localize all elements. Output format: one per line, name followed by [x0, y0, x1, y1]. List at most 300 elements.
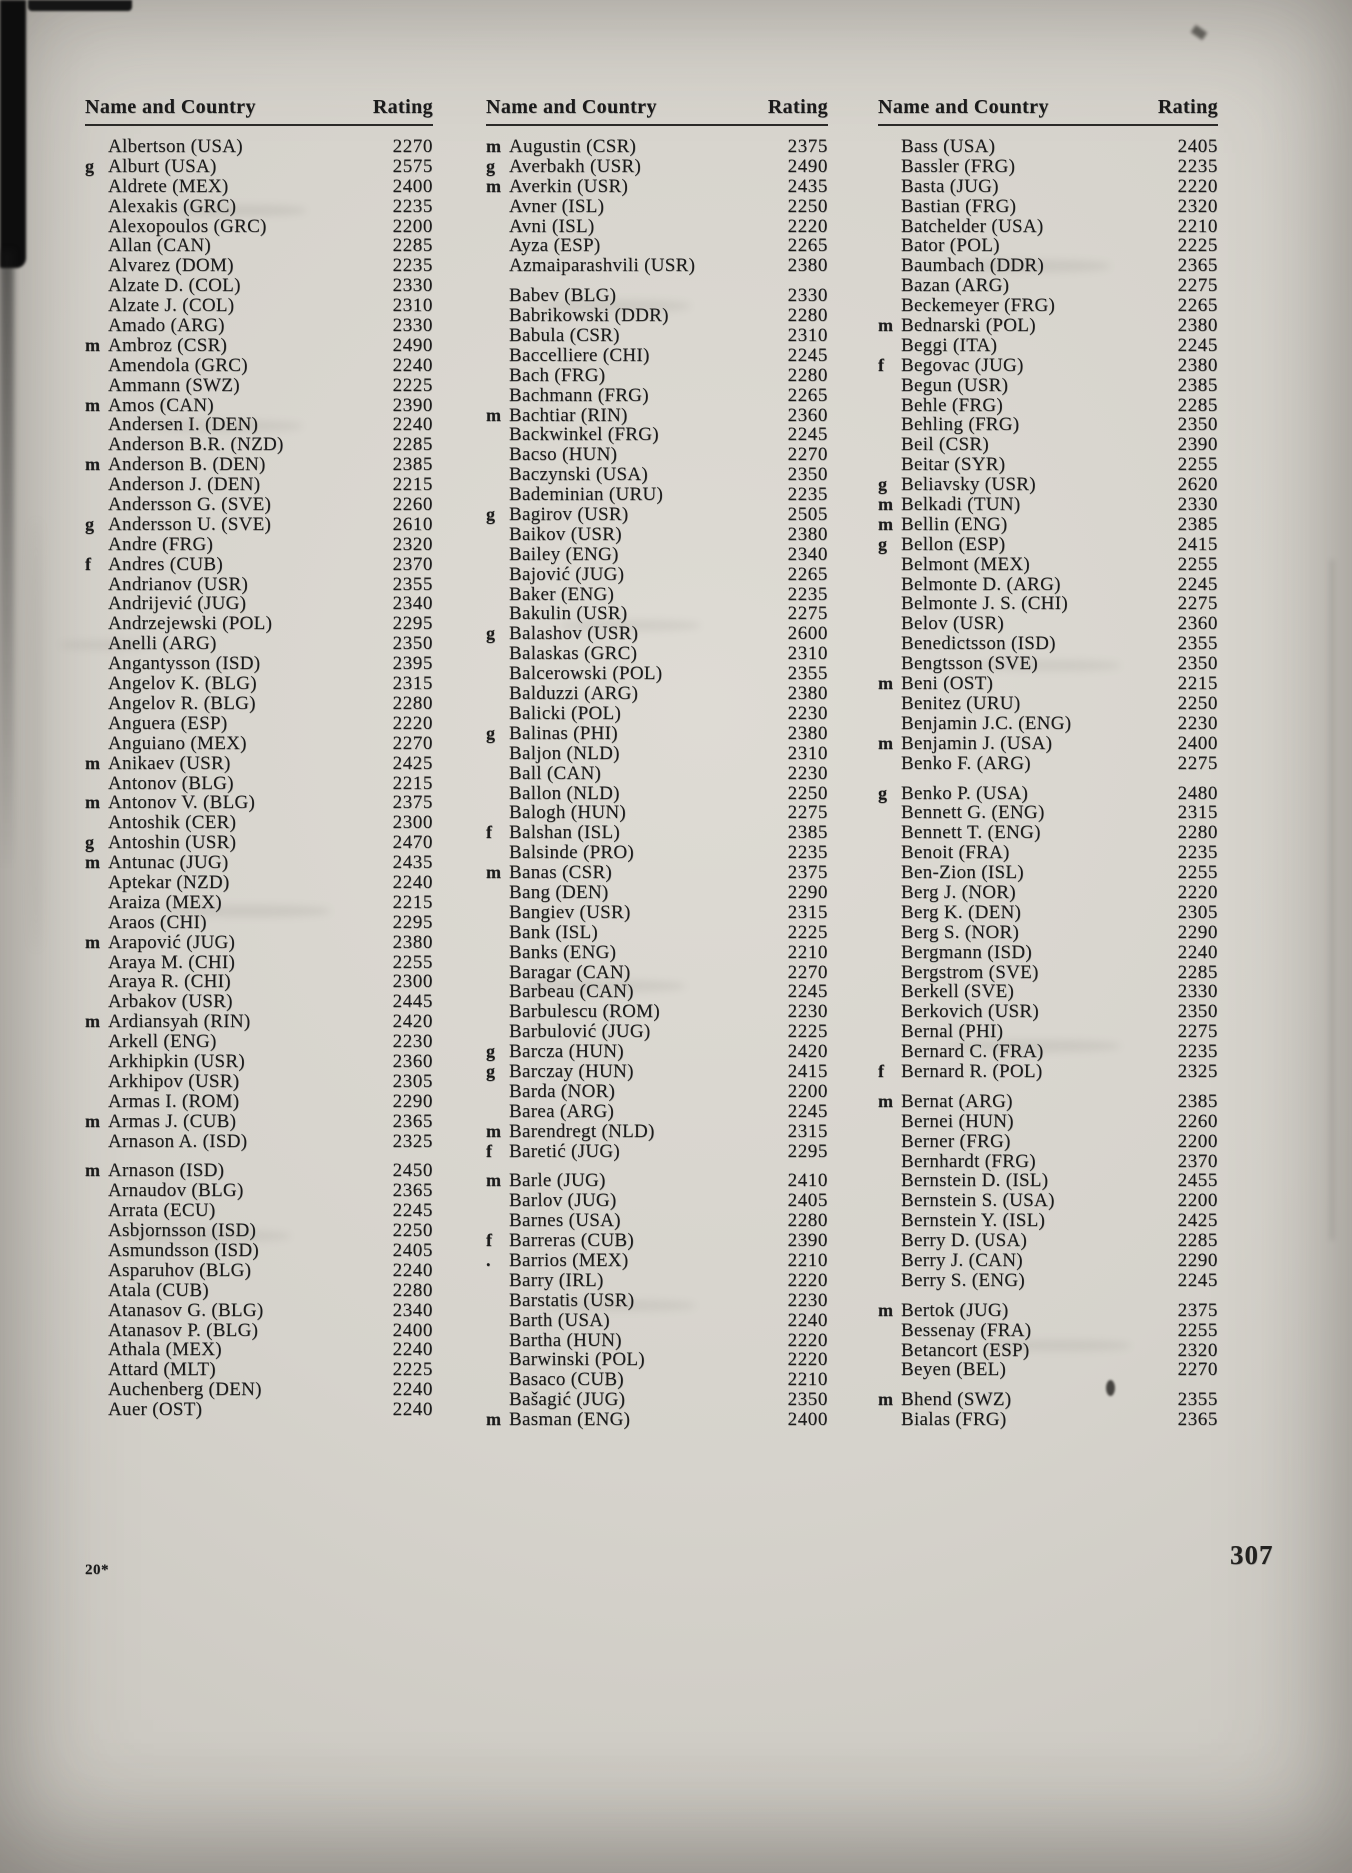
player-rating: 2350 — [1177, 653, 1218, 675]
player-name-country: Alzate J. (COL) — [108, 295, 235, 317]
player-rating: 2265 — [1177, 295, 1218, 317]
rating-list-row — [486, 1191, 828, 1211]
player-rating: 2380 — [787, 523, 828, 545]
rating-list-row — [878, 863, 1218, 883]
player-rating: 2365 — [1177, 1409, 1218, 1431]
player-rating: 2400 — [1177, 732, 1218, 754]
player-rating: 2225 — [787, 1021, 828, 1043]
player-name-country: Bach (FRG) — [509, 364, 606, 386]
player-name-country: Berkell (SVE) — [901, 981, 1015, 1003]
player-rating: 2280 — [787, 364, 828, 386]
player-name-country: Atanasov P. (BLG) — [108, 1319, 259, 1341]
player-name-country: Avni (ISL) — [509, 215, 595, 237]
rating-list-row — [486, 406, 828, 426]
player-name-country: Alburt (USA) — [108, 155, 217, 177]
rating-list-row — [85, 1112, 433, 1132]
rating-list-row — [878, 982, 1218, 1002]
player-rating: 2225 — [1177, 235, 1218, 257]
rating-list-row — [85, 1241, 433, 1261]
player-rating: 2390 — [787, 1230, 828, 1252]
rating-list-row — [878, 276, 1218, 296]
rating-list-row — [486, 1350, 828, 1370]
rating-list-row — [878, 1231, 1218, 1251]
rating-list-row — [878, 1152, 1218, 1172]
player-rating: 2245 — [787, 981, 828, 1003]
rating-list-row — [878, 1042, 1218, 1062]
rating-list-row — [85, 356, 433, 376]
player-rating: 2385 — [1177, 1090, 1218, 1112]
title-prefix: . — [486, 1249, 491, 1270]
player-rating: 2410 — [787, 1170, 828, 1192]
rating-list-row — [486, 1231, 828, 1251]
player-rating: 2445 — [392, 991, 433, 1013]
rating-list-row — [85, 396, 433, 416]
player-name-country: Andrzejewski (POL) — [108, 613, 273, 635]
player-name-country: Beliavsky (USR) — [901, 474, 1036, 496]
player-name-country: Berner (FRG) — [901, 1130, 1011, 1152]
header-rating: Rating — [372, 96, 433, 118]
player-name-country: Bergmann (ISD) — [901, 941, 1033, 963]
title-prefix: g — [85, 513, 94, 534]
rating-list-row — [486, 1142, 828, 1162]
rating-list-row — [878, 694, 1218, 714]
player-rating: 2325 — [392, 1130, 433, 1152]
rating-list-row — [878, 197, 1218, 217]
player-name-country: Benitez (URU) — [901, 692, 1021, 714]
player-name-country: Balicki (POL) — [509, 702, 622, 724]
player-name-country: Antoshin (USR) — [108, 832, 237, 854]
player-name-country: Alzate D. (COL) — [108, 275, 241, 297]
header-rating: Rating — [1157, 96, 1218, 118]
player-name-country: Andrijević (JUG) — [108, 593, 247, 615]
player-rating: 2330 — [1177, 981, 1218, 1003]
rating-list-row — [878, 316, 1218, 336]
rating-list-row — [85, 575, 433, 595]
title-prefix: m — [878, 1389, 893, 1410]
title-prefix: g — [878, 474, 887, 495]
rating-list-row — [486, 346, 828, 366]
player-name-country: Behle (FRG) — [901, 394, 1003, 416]
player-name-country: Ballon (NLD) — [509, 782, 620, 804]
player-rating: 2270 — [787, 961, 828, 983]
header-name-and-country: Name and Country — [486, 96, 657, 118]
player-rating: 2200 — [787, 1080, 828, 1102]
player-rating: 2315 — [787, 1120, 828, 1142]
player-name-country: Bernstein Y. (ISL) — [901, 1210, 1046, 1232]
rating-list-row — [878, 376, 1218, 396]
player-rating: 2355 — [1177, 1389, 1218, 1411]
player-rating: 2385 — [1177, 374, 1218, 396]
player-rating: 2320 — [1177, 195, 1218, 217]
player-name-country: Averkin (USR) — [509, 175, 629, 197]
player-name-country: Bastian (FRG) — [901, 195, 1017, 217]
rating-list-row — [85, 1201, 433, 1221]
player-rating: 2285 — [392, 434, 433, 456]
rating-list-row — [486, 843, 828, 863]
player-name-country: Auer (OST) — [108, 1399, 203, 1421]
player-rating: 2620 — [1177, 474, 1218, 496]
player-rating: 2290 — [1177, 1249, 1218, 1271]
player-rating: 2255 — [1177, 862, 1218, 884]
rating-list-row — [878, 435, 1218, 455]
player-rating: 2355 — [1177, 633, 1218, 655]
rating-list-row — [878, 1321, 1218, 1341]
title-prefix: g — [486, 155, 495, 176]
player-rating: 2575 — [392, 155, 433, 177]
rating-list-row — [486, 1062, 828, 1082]
rating-list-row — [486, 803, 828, 823]
player-rating: 2310 — [787, 742, 828, 764]
player-name-country: Bennett G. (ENG) — [901, 802, 1045, 824]
player-name-country: Aptekar (NZD) — [108, 871, 230, 893]
player-rating: 2275 — [1177, 275, 1218, 297]
player-name-country: Bialas (FRG) — [901, 1409, 1007, 1431]
player-rating: 2305 — [392, 1070, 433, 1092]
player-rating: 2295 — [392, 613, 433, 635]
rating-list-row — [486, 545, 828, 565]
player-name-country: Bazan (ARG) — [901, 275, 1010, 297]
rating-list-row — [486, 764, 828, 784]
rating-list-row — [85, 1052, 433, 1072]
player-name-country: Balaskas (GRC) — [509, 643, 638, 665]
rating-list-row — [878, 336, 1218, 356]
player-name-country: Arnason (ISD) — [108, 1160, 225, 1182]
player-name-country: Berkovich (USR) — [901, 1001, 1040, 1023]
player-name-country: Benko F. (ARG) — [901, 752, 1031, 774]
rating-list-row — [878, 923, 1218, 943]
rating-list-row — [85, 1132, 433, 1152]
player-name-country: Angelov R. (BLG) — [108, 692, 256, 714]
player-name-country: Bernard R. (POL) — [901, 1060, 1043, 1082]
player-rating: 2295 — [787, 1140, 828, 1162]
player-rating: 2450 — [392, 1160, 433, 1182]
player-rating: 2285 — [1177, 394, 1218, 416]
rating-list-row — [85, 515, 433, 535]
player-rating: 2245 — [1177, 334, 1218, 356]
player-name-country: Arkhipkin (USR) — [108, 1050, 245, 1072]
rating-list-row — [486, 1022, 828, 1042]
rating-list-row — [878, 823, 1218, 843]
title-prefix: m — [85, 792, 100, 813]
rating-list-row — [85, 1261, 433, 1281]
player-name-country: Bachtiar (RIN) — [509, 404, 628, 426]
player-rating: 2240 — [392, 1379, 433, 1401]
player-rating: 2280 — [392, 692, 433, 714]
rating-list-row — [486, 943, 828, 963]
title-prefix: f — [486, 1230, 492, 1251]
rating-list-row — [878, 296, 1218, 316]
rating-list-row — [85, 1072, 433, 1092]
player-rating: 2290 — [1177, 921, 1218, 943]
player-rating: 2275 — [787, 603, 828, 625]
player-name-country: Basta (JUG) — [901, 175, 999, 197]
player-rating: 2380 — [392, 931, 433, 953]
player-rating: 2340 — [392, 1299, 433, 1321]
rating-list-row — [85, 933, 433, 953]
player-name-country: Bakulin (USR) — [509, 603, 628, 625]
rating-list-row — [85, 793, 433, 813]
player-name-country: Bengtsson (SVE) — [901, 653, 1038, 675]
player-name-country: Asbjornsson (ISD) — [108, 1220, 257, 1242]
rating-list-row — [85, 336, 433, 356]
rating-list-row — [85, 813, 433, 833]
player-rating: 2275 — [1177, 752, 1218, 774]
player-name-country: Araya R. (CHI) — [108, 971, 231, 993]
rating-list-row — [486, 704, 828, 724]
player-name-country: Araos (CHI) — [108, 911, 207, 933]
player-rating: 2210 — [1177, 215, 1218, 237]
player-rating: 2305 — [1177, 901, 1218, 923]
player-rating: 2505 — [787, 504, 828, 526]
player-name-country: Belov (USR) — [901, 613, 1005, 635]
title-prefix: g — [486, 722, 495, 743]
player-rating: 2220 — [1177, 175, 1218, 197]
player-rating: 2220 — [787, 1329, 828, 1351]
player-name-country: Bellin (ENG) — [901, 513, 1008, 535]
player-name-country: Balinas (PHI) — [509, 722, 618, 744]
player-name-country: Attard (MLT) — [108, 1359, 216, 1381]
rating-list-row — [85, 754, 433, 774]
player-name-country: Andersen I. (DEN) — [108, 414, 259, 436]
player-name-country: Babrikowski (DDR) — [509, 305, 669, 327]
player-rating: 2215 — [1177, 673, 1218, 695]
player-name-country: Baker (ENG) — [509, 583, 615, 605]
rating-list-row — [486, 982, 828, 1002]
player-rating: 2235 — [787, 484, 828, 506]
rating-list-row — [486, 565, 828, 585]
player-name-country: Azmaiparashvili (USR) — [509, 255, 696, 277]
title-prefix: f — [878, 1060, 884, 1081]
player-name-country: Barreras (CUB) — [509, 1230, 635, 1252]
rating-list-row — [486, 197, 828, 217]
player-rating: 2435 — [787, 175, 828, 197]
rating-list-row — [85, 1161, 433, 1181]
player-name-country: Bailey (ENG) — [509, 543, 619, 565]
player-rating: 2265 — [787, 563, 828, 585]
player-rating: 2360 — [1177, 613, 1218, 635]
rating-list-row — [878, 963, 1218, 983]
player-rating: 2270 — [787, 444, 828, 466]
player-rating: 2315 — [787, 901, 828, 923]
player-name-country: Amos (CAN) — [108, 394, 214, 416]
player-name-country: Anikaev (USR) — [108, 752, 231, 774]
player-name-country: Araiza (MEX) — [108, 891, 222, 913]
player-rating: 2310 — [392, 295, 433, 317]
player-rating: 2370 — [392, 553, 433, 575]
column-header — [486, 96, 828, 126]
rating-list-row — [878, 555, 1218, 575]
player-name-country: Barczay (HUN) — [509, 1060, 634, 1082]
rating-list-row — [878, 943, 1218, 963]
rating-list-row — [85, 197, 433, 217]
player-rating: 2420 — [787, 1041, 828, 1063]
player-name-country: Basman (ENG) — [509, 1409, 631, 1431]
rating-list-row — [878, 654, 1218, 674]
title-prefix: g — [878, 533, 887, 554]
rating-list-row — [85, 873, 433, 893]
player-name-country: Barbulescu (ROM) — [509, 1001, 660, 1023]
player-rating: 2275 — [787, 802, 828, 824]
player-name-country: Berry S. (ENG) — [901, 1269, 1025, 1291]
player-name-country: Bang (DEN) — [509, 881, 609, 903]
player-name-country: Bacso (HUN) — [509, 444, 618, 466]
rating-list-row — [486, 1102, 828, 1122]
player-name-country: Beitar (SYR) — [901, 454, 1006, 476]
title-prefix: f — [486, 1140, 492, 1161]
player-name-country: Balduzzi (ARG) — [509, 683, 639, 705]
rating-list-row — [85, 913, 433, 933]
player-name-country: Avner (ISL) — [509, 195, 605, 217]
rating-list-row — [486, 425, 828, 445]
rating-list-row — [85, 674, 433, 694]
player-name-country: Augustin (CSR) — [509, 136, 637, 157]
player-name-country: Benjamin J.C. (ENG) — [901, 712, 1072, 734]
player-rating: 2405 — [787, 1190, 828, 1212]
rating-list-row — [878, 1390, 1218, 1410]
rating-list-row — [878, 1341, 1218, 1361]
rating-list-row — [486, 485, 828, 505]
rating-list-row — [878, 1301, 1218, 1321]
player-rating: 2380 — [1177, 315, 1218, 337]
player-rating: 2360 — [392, 1050, 433, 1072]
rating-list-row — [486, 1082, 828, 1102]
player-name-country: Anderson J. (DEN) — [108, 474, 261, 496]
player-name-country: Atanasov G. (BLG) — [108, 1299, 264, 1321]
rating-list-row — [486, 1122, 828, 1142]
rating-list-row — [878, 575, 1218, 595]
player-name-country: Behling (FRG) — [901, 414, 1020, 436]
player-rating: 2240 — [787, 1309, 828, 1331]
player-name-country: Arbakov (USR) — [108, 991, 233, 1013]
player-rating: 2225 — [392, 374, 433, 396]
rating-list-row — [878, 754, 1218, 774]
player-name-country: Bagirov (USR) — [509, 504, 629, 526]
player-name-country: Antunac (JUG) — [108, 852, 229, 874]
title-prefix: m — [486, 136, 501, 156]
scan-artifact-left-bar — [0, 0, 26, 268]
player-name-country: Athala (MEX) — [108, 1339, 222, 1361]
player-name-country: Ben-Zion (ISL) — [901, 862, 1024, 884]
player-rating: 2230 — [1177, 712, 1218, 734]
rating-list-row — [486, 1410, 828, 1430]
player-name-country: Betancort (ESP) — [901, 1339, 1030, 1361]
rating-list-row — [486, 644, 828, 664]
player-rating: 2385 — [1177, 513, 1218, 535]
player-rating: 2265 — [787, 384, 828, 406]
footnote-marker: 20* — [85, 1562, 109, 1578]
player-rating: 2230 — [787, 702, 828, 724]
player-rating: 2280 — [787, 1210, 828, 1232]
rating-list-row — [878, 455, 1218, 475]
title-prefix: m — [85, 1160, 100, 1181]
rating-list-row — [85, 972, 433, 992]
rating-list-row — [878, 475, 1218, 495]
rating-list-row — [878, 415, 1218, 435]
rating-entries — [85, 137, 433, 1420]
player-name-country: Baljon (NLD) — [509, 742, 620, 764]
player-name-country: Arnaudov (BLG) — [108, 1180, 244, 1202]
rating-list-row — [878, 1271, 1218, 1291]
player-rating: 2320 — [1177, 1339, 1218, 1361]
title-prefix: m — [486, 862, 501, 883]
player-rating: 2400 — [787, 1409, 828, 1431]
title-prefix: m — [878, 732, 893, 753]
player-name-country: Bernard C. (FRA) — [901, 1041, 1044, 1063]
rating-list-row — [878, 1251, 1218, 1271]
player-name-country: Barth (USA) — [509, 1309, 610, 1331]
player-name-country: Bašagić (JUG) — [509, 1389, 626, 1411]
rating-list-row — [878, 1002, 1218, 1022]
player-rating: 2245 — [787, 1100, 828, 1122]
rating-column-2 — [486, 96, 828, 1430]
title-prefix: m — [486, 1409, 501, 1430]
player-rating: 2400 — [392, 175, 433, 197]
rating-list-row — [878, 236, 1218, 256]
player-name-country: Angelov K. (BLG) — [108, 673, 257, 695]
player-name-country: Asparuhov (BLG) — [108, 1259, 252, 1281]
player-name-country: Balogh (HUN) — [509, 802, 627, 824]
player-name-country: Barstatis (USR) — [509, 1289, 635, 1311]
rating-list-row — [486, 585, 828, 605]
player-name-country: Bertok (JUG) — [901, 1299, 1009, 1321]
player-name-country: Begun (USR) — [901, 374, 1009, 396]
rating-list-row — [85, 1321, 433, 1341]
player-name-country: Bank (ISL) — [509, 921, 599, 943]
title-prefix: m — [85, 394, 100, 415]
rating-list-row — [878, 784, 1218, 804]
player-name-country: Arapović (JUG) — [108, 931, 236, 953]
player-name-country: Arkell (ENG) — [108, 1031, 217, 1053]
player-rating: 2610 — [392, 513, 433, 535]
player-rating: 2255 — [392, 951, 433, 973]
player-rating: 2295 — [392, 911, 433, 933]
rating-list-row — [486, 505, 828, 525]
title-prefix: f — [878, 354, 884, 375]
player-rating: 2280 — [1177, 822, 1218, 844]
player-rating: 2315 — [1177, 802, 1218, 824]
player-name-country: Baragar (CAN) — [509, 961, 631, 983]
player-name-country: Barbeau (CAN) — [509, 981, 634, 1003]
rating-list-row — [486, 1291, 828, 1311]
rating-list-row — [85, 614, 433, 634]
player-rating: 2255 — [1177, 454, 1218, 476]
player-rating: 2245 — [392, 1200, 433, 1222]
player-rating: 2230 — [392, 1031, 433, 1053]
player-name-country: Balashov (USR) — [509, 623, 639, 645]
player-rating: 2420 — [392, 1011, 433, 1033]
player-name-country: Bachmann (FRG) — [509, 384, 649, 406]
player-rating: 2235 — [787, 583, 828, 605]
rating-list-row — [486, 465, 828, 485]
player-name-country: Bator (POL) — [901, 235, 1000, 257]
player-rating: 2350 — [787, 464, 828, 486]
title-prefix: m — [85, 1110, 100, 1131]
player-rating: 2235 — [1177, 1041, 1218, 1063]
scan-artifact-speck-top-right — [1191, 25, 1208, 40]
player-rating: 2370 — [1177, 1150, 1218, 1172]
rating-list-row — [486, 1390, 828, 1410]
player-name-country: Albertson (USA) — [108, 136, 243, 157]
rating-list-row — [878, 396, 1218, 416]
player-name-country: Balshan (ISL) — [509, 822, 621, 844]
rating-list-row — [486, 137, 828, 157]
player-rating: 2390 — [1177, 434, 1218, 456]
rating-list-row — [85, 853, 433, 873]
player-name-country: Bademinian (URU) — [509, 484, 664, 506]
player-name-country: Berry J. (CAN) — [901, 1249, 1023, 1271]
rating-list-row — [85, 1032, 433, 1052]
rating-list-row — [878, 217, 1218, 237]
